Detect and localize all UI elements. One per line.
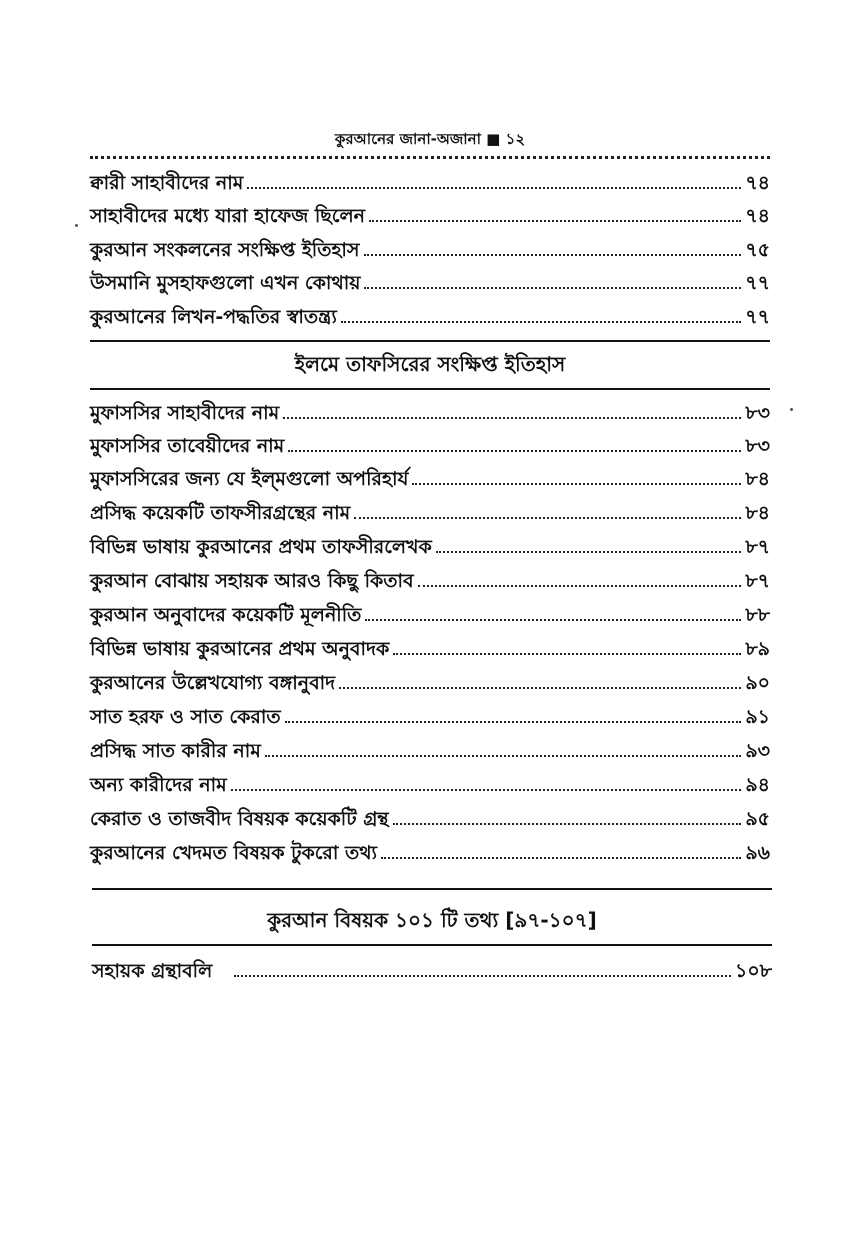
toc-entry[interactable] xyxy=(90,632,770,662)
dot-leader xyxy=(364,287,741,289)
toc-entry[interactable] xyxy=(90,836,770,866)
section-divider xyxy=(92,888,772,890)
section-divider xyxy=(92,944,772,946)
toc-entry-title: কুরআনের খেদমত বিষয়ক টুকরো তথ্য xyxy=(90,842,378,864)
section-heading: ইলমে তাফসিরের সংক্ষিপ্ত ইতিহাস xyxy=(294,352,566,376)
dot-leader xyxy=(369,220,741,222)
toc-entry-title: উসমানি মুসহাফগুলো এখন কোথায় xyxy=(90,272,361,294)
toc-entry-title: কেরাত ও তাজবীদ বিষয়ক কয়েকটি গ্রন্থ xyxy=(90,808,389,830)
dot-leader xyxy=(381,857,741,859)
toc-entry-page: ৮৭ xyxy=(745,536,770,558)
toc-entry-page: ৯০ xyxy=(745,672,770,694)
toc-entry[interactable] xyxy=(90,496,770,526)
toc-entry-title: মুফাসসিরের জন্য যে ইল্‌মগুলো অপরিহার্য xyxy=(90,468,409,490)
dot-leader xyxy=(339,687,741,689)
section-heading: কুরআন বিষয়ক ১০১ টি তথ্য [৯৭-১০৭] xyxy=(267,908,597,932)
toc-entry-page: ১০৮ xyxy=(734,960,772,982)
toc-entry-title: কুরআনের উল্লেখযোগ্য বঙ্গানুবাদ xyxy=(90,672,336,694)
toc-entry-page: ৯৩ xyxy=(745,740,770,762)
page-header: কুরআনের জানা-অজানা ■ ১২ xyxy=(334,130,526,148)
toc-entry-page: ৭৪ xyxy=(745,205,770,227)
toc-entry-page: ৯১ xyxy=(745,706,770,728)
dot-leader xyxy=(412,483,741,485)
stray-ink-dot xyxy=(75,224,78,227)
toc-entry-title: সাত হরফ ও সাত কেরাত xyxy=(90,706,281,728)
toc-entry[interactable] xyxy=(90,768,770,798)
toc-entry[interactable] xyxy=(92,954,772,984)
toc-entry-title: কুরআনের লিখন-পদ্ধতির স্বাতন্ত্র্য xyxy=(90,306,337,328)
toc-entry-page: ৭৭ xyxy=(745,272,770,294)
toc-entry-title: অন্য কারীদের নাম xyxy=(90,774,227,796)
dot-leader xyxy=(364,254,742,256)
toc-entry[interactable] xyxy=(90,300,770,330)
toc-entry-page: ৮৪ xyxy=(745,468,770,490)
header-dotted-divider xyxy=(90,156,770,159)
toc-entry-page: ৮৭ xyxy=(745,570,770,592)
toc-entry-page: ৯৬ xyxy=(745,842,770,864)
toc-entry[interactable] xyxy=(90,666,770,696)
dot-leader xyxy=(418,585,742,587)
toc-entry[interactable] xyxy=(90,266,770,296)
toc-entry-page: ৮৩ xyxy=(745,402,770,424)
dot-leader xyxy=(288,450,741,452)
toc-entry[interactable] xyxy=(90,429,770,459)
toc-entry[interactable] xyxy=(90,199,770,229)
toc-entry[interactable] xyxy=(90,700,770,730)
toc-entry-title: প্রসিদ্ধ সাত কারীর নাম xyxy=(90,740,261,762)
dot-leader xyxy=(393,653,741,655)
toc-entry[interactable] xyxy=(90,530,770,560)
toc-entry[interactable] xyxy=(90,734,770,764)
toc-entry-title: মুফাসসির তাবেয়ীদের নাম xyxy=(90,435,285,457)
toc-entry-page: ৮৮ xyxy=(745,604,770,626)
dot-leader xyxy=(231,789,742,791)
toc-entry-title: সাহাবীদের মধ্যে যারা হাফেজ ছিলেন xyxy=(90,205,365,227)
dot-leader xyxy=(341,321,741,323)
toc-entry-page: ৭৭ xyxy=(745,306,770,328)
toc-entry-page: ৭৪ xyxy=(745,172,770,194)
toc-entry[interactable] xyxy=(90,166,770,196)
toc-entry-page: ৮৯ xyxy=(745,638,770,660)
toc-entry-page: ৭৫ xyxy=(745,239,770,261)
dot-leader xyxy=(265,755,742,757)
toc-entry-title: কুরআন অনুবাদের কয়েকটি মূলনীতি xyxy=(90,604,362,626)
toc-entry[interactable] xyxy=(90,564,770,594)
toc-entry-title: সহায়ক গ্রন্থাবলি xyxy=(92,960,213,982)
toc-entry-title: ক্বারী সাহাবীদের নাম xyxy=(90,172,244,194)
toc-entry-title: কুরআন সংকলনের সংক্ষিপ্ত ইতিহাস xyxy=(90,239,360,261)
dot-leader xyxy=(234,975,731,977)
dot-leader xyxy=(285,721,742,723)
toc-entry[interactable] xyxy=(90,462,770,492)
dot-leader xyxy=(365,619,741,621)
dot-leader xyxy=(436,551,742,553)
toc-entry-page: ৯৫ xyxy=(745,808,770,830)
toc-entry[interactable] xyxy=(90,396,770,426)
toc-entry[interactable] xyxy=(90,233,770,263)
toc-entry[interactable] xyxy=(90,598,770,628)
dot-leader xyxy=(283,417,741,419)
toc-entry-title: কুরআন বোঝায় সহায়ক আরও কিছু কিতাব xyxy=(90,570,414,592)
dot-leader xyxy=(247,187,741,189)
section-divider xyxy=(90,388,770,390)
toc-entry-title: বিভিন্ন ভাষায় কুরআনের প্রথম অনুবাদক xyxy=(90,638,390,660)
toc-entry-title: বিভিন্ন ভাষায় কুরআনের প্রথম তাফসীরলেখক xyxy=(90,536,432,558)
dot-leader xyxy=(354,517,741,519)
toc-entry-page: ৮৩ xyxy=(745,435,770,457)
toc-entry-page: ৮৪ xyxy=(745,502,770,524)
toc-entry-page: ৯৪ xyxy=(745,774,770,796)
toc-entry-title: প্রসিদ্ধ কয়েকটি তাফসীরগ্রন্থের নাম xyxy=(90,502,351,524)
toc-entry-title: মুফাসসির সাহাবীদের নাম xyxy=(90,402,280,424)
stray-ink-dot xyxy=(790,408,793,411)
dot-leader xyxy=(393,823,742,825)
toc-entry[interactable] xyxy=(90,802,770,832)
section-divider xyxy=(90,340,770,342)
